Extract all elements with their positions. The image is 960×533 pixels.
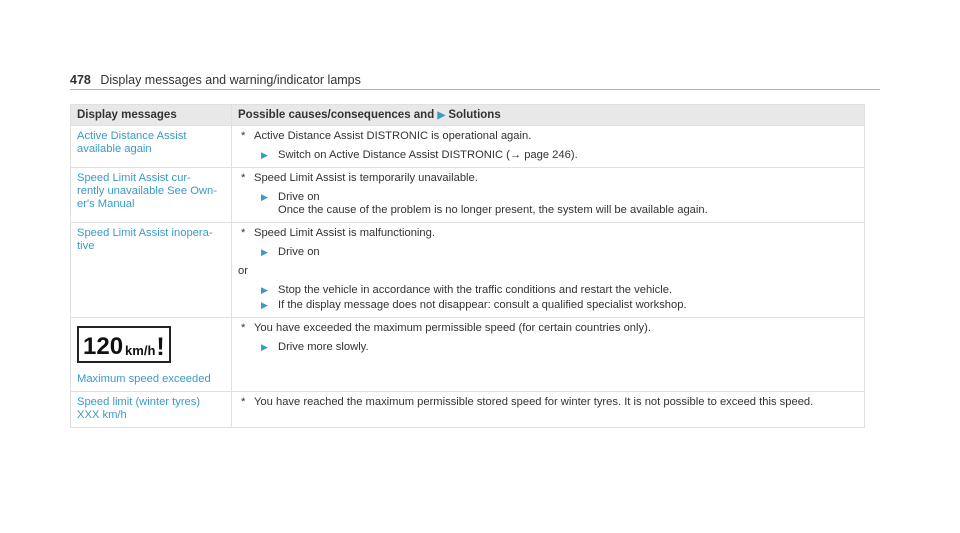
- table-row: [71, 168, 865, 223]
- message-text: tive: [77, 240, 95, 252]
- cause-cell: [232, 392, 865, 428]
- asterisk: *: [241, 322, 246, 334]
- asterisk: *: [241, 130, 246, 142]
- cause-cell: [232, 126, 865, 168]
- message-text: available again: [77, 143, 152, 155]
- message-text: Speed Limit Assist inopera-: [77, 227, 213, 239]
- table-row: [71, 126, 865, 168]
- solution-text: If the display message does not disappear: consult a qualified specialist workshop.: [278, 299, 687, 311]
- sign-unit: km/h: [125, 343, 156, 358]
- table-row: [71, 392, 865, 428]
- triangle-right-icon: ▶: [261, 285, 268, 295]
- solution-detail: Once the cause of the problem is no longer present, the system will be available again.: [278, 204, 708, 216]
- cause-cell: [232, 223, 865, 318]
- column-header-messages: Display messages: [71, 105, 232, 126]
- message-cell: [71, 168, 232, 223]
- triangle-right-icon: ▶: [261, 192, 268, 202]
- asterisk: *: [241, 172, 246, 184]
- table-header-row: [71, 105, 865, 126]
- page-number: 478: [70, 73, 91, 87]
- table-row: [71, 318, 865, 392]
- triangle-right-icon: ▶: [261, 300, 268, 310]
- cause-cell: [232, 168, 865, 223]
- message-text: XXX km/h: [77, 409, 127, 421]
- message-text: Maximum speed exceeded: [77, 373, 211, 385]
- cause-text: You have reached the maximum permissible stored speed for winter tyres. It is not possible to exceed this speed.: [254, 396, 814, 408]
- solution-text: Drive on: [278, 191, 320, 203]
- triangle-right-icon: ▶: [261, 150, 268, 160]
- message-cell: [71, 318, 232, 392]
- cause-text: Speed Limit Assist is temporarily unavailable.: [254, 172, 478, 184]
- triangle-right-icon: ▶: [437, 110, 446, 121]
- solution-text: Stop the vehicle in accordance with the traffic conditions and restart the vehicle.: [278, 284, 673, 296]
- cause-cell: [232, 318, 865, 392]
- message-cell: [71, 223, 232, 318]
- display-messages-table: [70, 104, 865, 428]
- or-separator: or: [238, 265, 248, 277]
- page-header: [70, 73, 880, 87]
- solution-text[interactable]: Switch on Active Distance Assist DISTRONIC (→ page 246).: [278, 149, 578, 161]
- column-header-causes: Possible causes/consequences and ▶ Solutions: [232, 105, 865, 126]
- cause-text: Active Distance Assist DISTRONIC is operational again.: [254, 130, 532, 142]
- asterisk: *: [241, 396, 246, 408]
- speed-limit-sign: [77, 326, 171, 363]
- solution-text: Drive more slowly.: [278, 341, 369, 353]
- message-text: Speed Limit Assist cur-: [77, 172, 191, 184]
- message-text: er's Manual: [77, 198, 135, 210]
- asterisk: *: [241, 227, 246, 239]
- cause-text: Speed Limit Assist is malfunctioning.: [254, 227, 435, 239]
- triangle-right-icon: ▶: [261, 247, 268, 257]
- header-divider: [70, 89, 880, 90]
- page-title: Display messages and warning/indicator lamps: [100, 73, 361, 87]
- sign-number: 120: [83, 333, 124, 360]
- triangle-right-icon: ▶: [261, 342, 268, 352]
- solution-text: Drive on: [278, 246, 320, 258]
- message-cell: [71, 392, 232, 428]
- table-row: [71, 223, 865, 318]
- warning-exclamation-icon: !: [156, 333, 165, 361]
- message-text: Speed limit (winter tyres): [77, 396, 201, 408]
- message-text: rently unavailable See Own-: [77, 185, 217, 197]
- message-cell: [71, 126, 232, 168]
- cause-text: You have exceeded the maximum permissible speed (for certain countries only).: [254, 322, 651, 334]
- message-text: Active Distance Assist: [77, 130, 187, 142]
